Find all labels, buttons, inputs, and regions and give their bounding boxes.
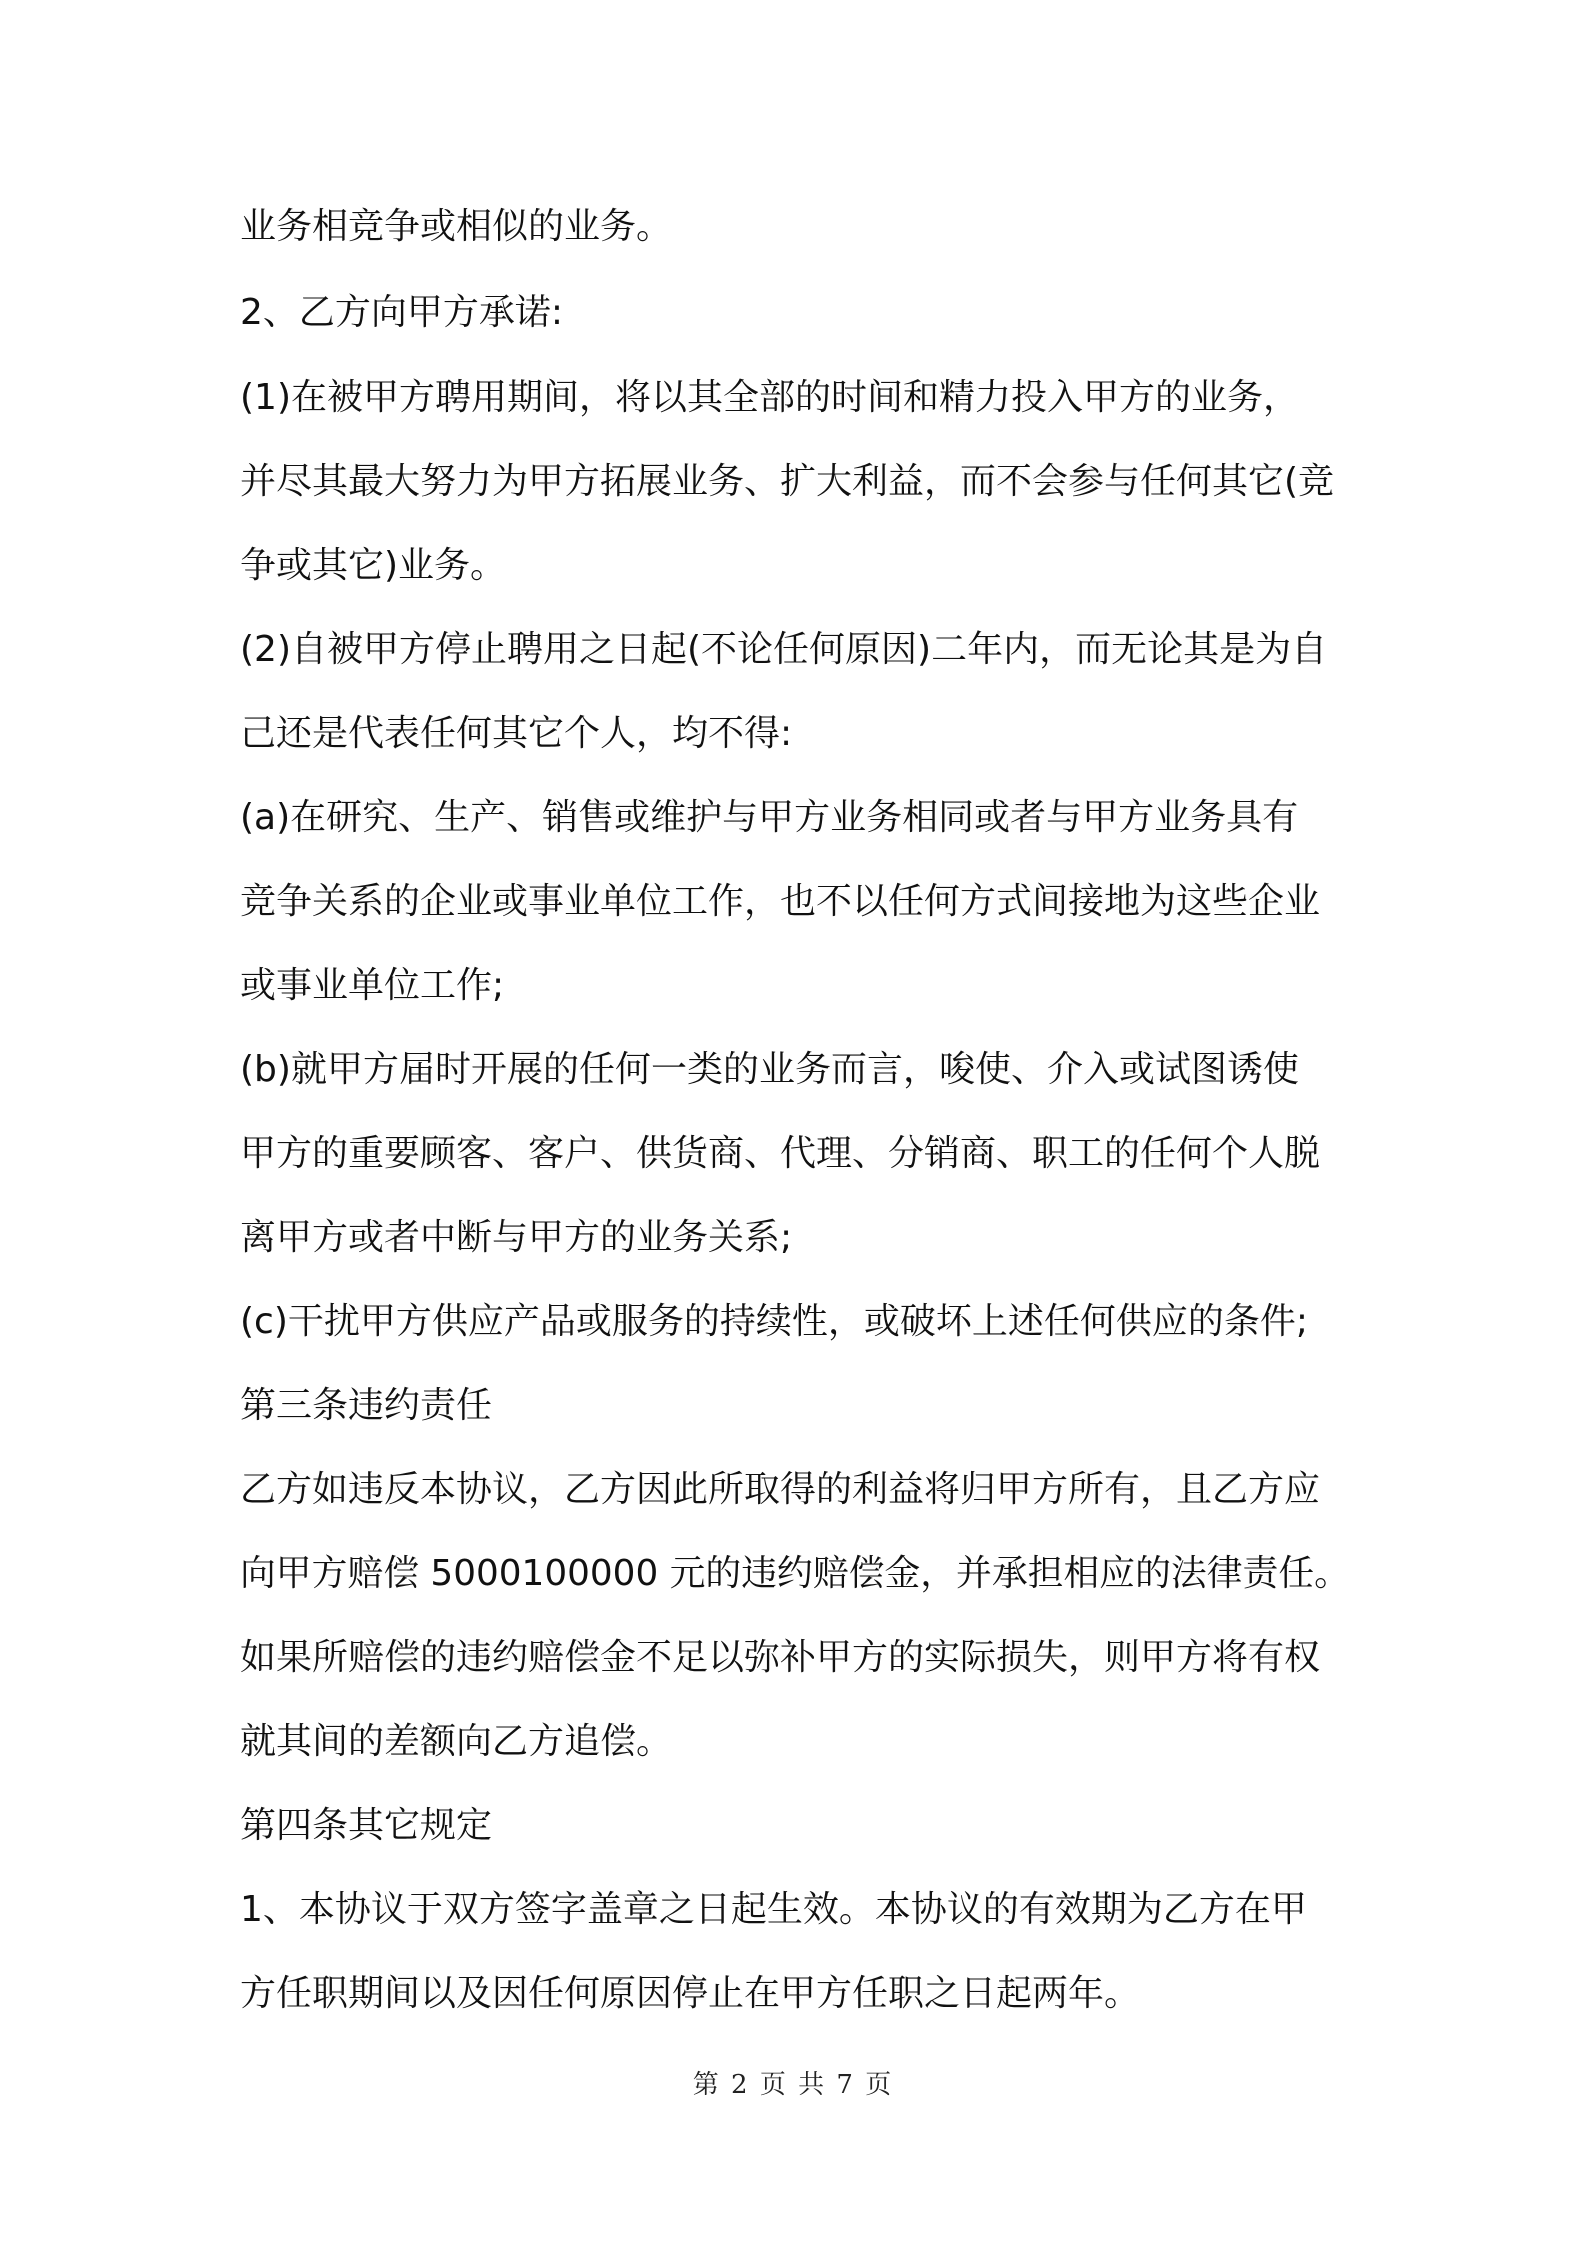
text-line: 或事业单位工作; [240, 965, 505, 1006]
text-line: (2)自被甲方停止聘用之日起(不论任何原因)二年内，而无论其是为自 [240, 629, 1328, 670]
section-heading: 第四条其它规定 [240, 1805, 493, 1846]
text-line: 就其间的差额向乙方追偿。 [240, 1721, 673, 1762]
text-line: (a)在研究、生产、销售或维护与甲方业务相同或者与甲方业务具有 [240, 797, 1299, 838]
text-line: 方任职期间以及因任何原因停止在甲方任职之日起两年。 [240, 1973, 1141, 2014]
text-line: 乙方如违反本协议，乙方因此所取得的利益将归甲方所有，且乙方应 [240, 1469, 1321, 1510]
text-line: 如果所赔偿的违约赔偿金不足以弥补甲方的实际损失，则甲方将有权 [240, 1637, 1321, 1678]
section-heading: 第三条违约责任 [240, 1385, 493, 1426]
text-line: (1)在被甲方聘用期间，将以其全部的时间和精力投入甲方的业务， [240, 377, 1299, 418]
text-line: 争或其它)业务。 [240, 545, 507, 586]
text-line: 竞争关系的企业或事业单位工作，也不以任何方式间接地为这些企业 [240, 881, 1321, 922]
text-line: 业务相竞争或相似的业务。 [240, 206, 673, 247]
text-line: 向甲方赔偿 5000100000 元的违约赔偿金，并承担相应的法律责任。 [240, 1553, 1350, 1594]
text-line: (c)干扰甲方供应产品或服务的持续性，或破坏上述任何供应的条件; [240, 1301, 1309, 1342]
text-line: 离甲方或者中断与甲方的业务关系; [240, 1217, 793, 1258]
text-line: 并尽其最大努力为甲方拓展业务、扩大利益，而不会参与任何其它(竞 [240, 461, 1335, 502]
text-line: 1、本协议于双方签字盖章之日起生效。本协议的有效期为乙方在甲 [240, 1889, 1307, 1930]
text-line: 2、乙方向甲方承诺: [240, 292, 564, 333]
text-line: 甲方的重要顾客、客户、供货商、代理、分销商、职工的任何个人脱 [240, 1133, 1321, 1174]
page-number: 第 2 页 共 7 页 [692, 2070, 894, 2100]
text-line: 己还是代表任何其它个人，均不得: [240, 713, 793, 754]
text-line: (b)就甲方届时开展的任何一类的业务而言，唆使、介入或试图诱使 [240, 1049, 1299, 1090]
